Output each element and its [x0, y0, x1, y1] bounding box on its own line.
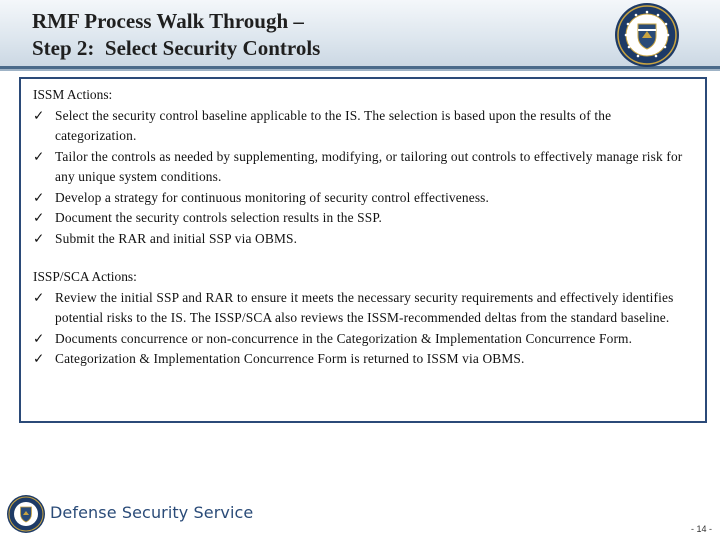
header-divider-light	[0, 69, 720, 71]
list-item	[33, 188, 693, 209]
list-item-text: Develop a strategy for continuous monitoring of security control effectiveness.	[55, 189, 490, 205]
dss-seal-icon	[614, 2, 680, 68]
checkmark-icon: ✓	[33, 210, 45, 225]
list-item	[33, 229, 693, 250]
checkmark-icon: ✓	[33, 330, 45, 346]
list-item-text: Documents concurrence or non-concurrence in the Categorization & Implementation Concurrence Form.	[55, 330, 633, 346]
list-item	[33, 349, 693, 370]
footer-brand: Defense Security Service	[50, 503, 254, 522]
list-item	[33, 208, 693, 229]
section-spacer	[33, 249, 693, 267]
list-item	[33, 147, 693, 188]
slide-title-line-1: RMF Process Walk Through –	[32, 9, 304, 33]
list-item-text: Tailor the controls as needed by supplementing, modifying, or tailoring out controls to effectively manage risk for any unique system conditions.	[55, 148, 683, 184]
checkmark-icon: ✓	[33, 189, 45, 205]
list-item-text: Select the security control baseline applicable to the IS. The selection is based upon the results of the categorization.	[55, 107, 612, 143]
content-box	[19, 77, 707, 423]
list-item	[33, 106, 693, 147]
list-item	[33, 329, 693, 350]
issm-actions-heading: ISSM Actions:	[33, 87, 113, 102]
checkmark-icon: ✓	[33, 148, 45, 164]
slide-title	[32, 8, 320, 62]
list-item-text: Review the initial SSP and RAR to ensure it meets the necessary security requirements and effectively identifies potential risks to the IS. The ISSP/SCA also reviews the ISSM-recommended deltas from the standard baseline.	[55, 289, 674, 325]
checkmark-icon: ✓	[33, 351, 45, 366]
issp-sca-actions-list	[33, 288, 693, 370]
list-item-text: Submit the RAR and initial SSP via OBMS.	[55, 230, 298, 246]
list-item	[33, 288, 693, 329]
page-number: - 14 -	[690, 524, 712, 534]
checkmark-icon: ✓	[33, 289, 45, 305]
slide-title-line-2: Step 2: Select Security Controls	[32, 36, 321, 60]
checkmark-icon: ✓	[33, 230, 45, 246]
list-item-text: Document the security controls selection results in the SSP.	[55, 210, 382, 225]
list-item-text: Categorization & Implementation Concurrence Form is returned to ISSM via OBMS.	[55, 351, 525, 366]
dss-seal-icon	[6, 494, 46, 534]
issp-sca-actions-heading: ISSP/SCA Actions:	[33, 269, 137, 284]
checkmark-icon: ✓	[33, 107, 45, 123]
issm-actions-list	[33, 106, 693, 250]
